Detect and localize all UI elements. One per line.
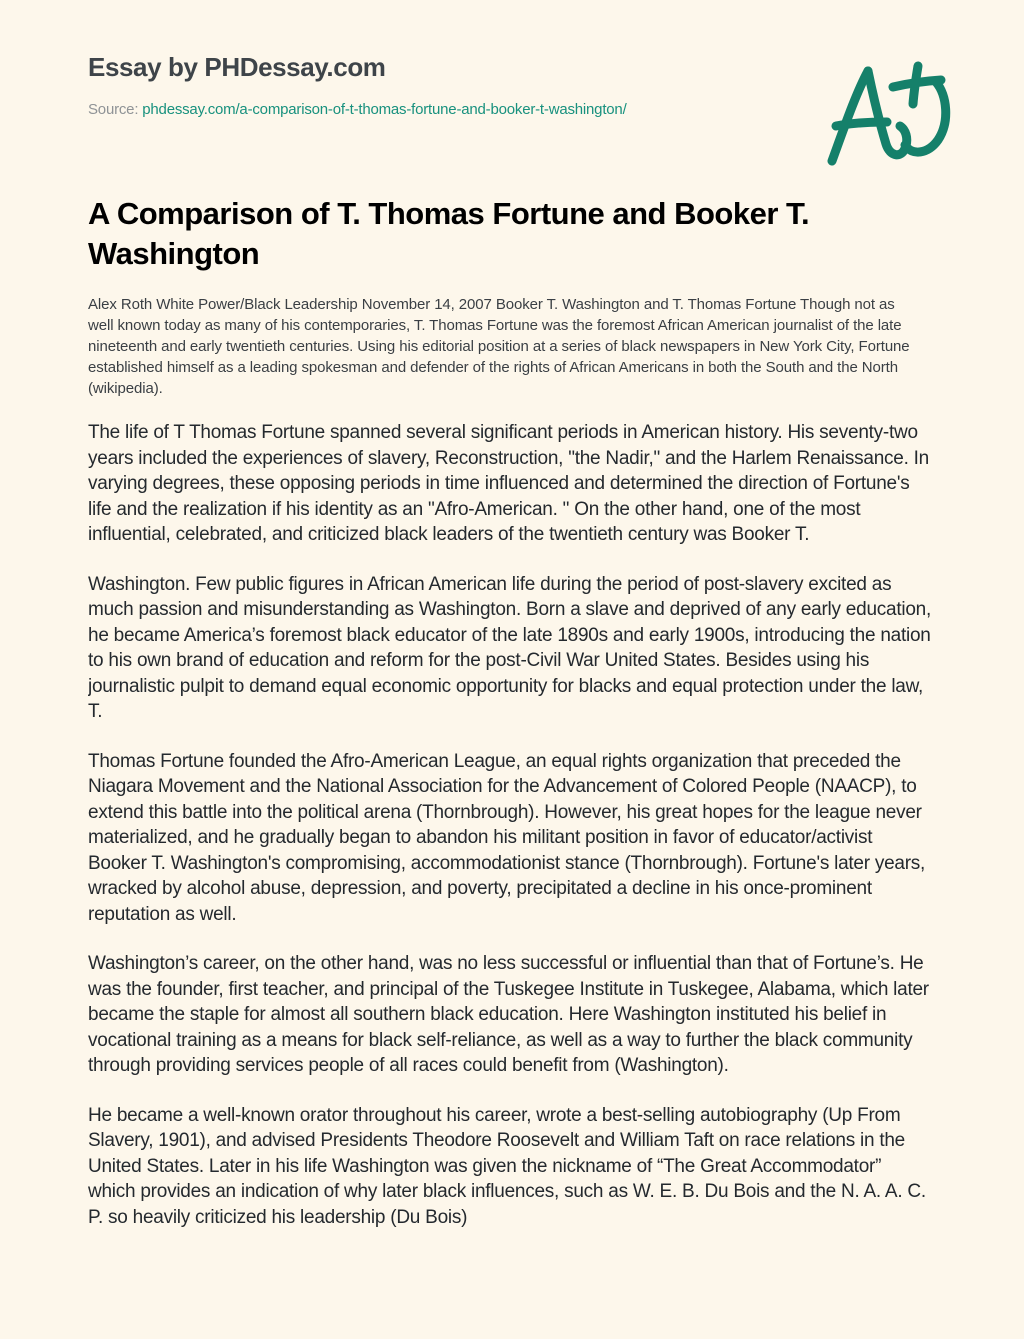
essay-paragraph: He became a well-known orator throughout his career, wrote a best-selling autobiography (Up From Slavery, 1901), and advised Presidents Theodore Roosevelt and William Taft on race relations in the United States. Later in his life Washington was given the nickname of “The Great Accommodator” which provides an indication of why later black influences, such as W. E. B. Du Bois and the N. A. A. C. P. so heavily criticized his leadership (Du Bois): [88, 1104, 926, 1228]
essay-paragraph: Thomas Fortune founded the Afro-American League, an equal rights organization that preceded the Niagara Movement and the National Association for the Advancement of Colored People (NAACP), to extend this battle into the political arena (Thornbrough). However, his great hopes for the league never materialized, and he gradually began to abandon his militant position in favor of educator/activist Booker T. Washington's compromising, accommodationist stance (Thornbrough). Fortune's later years, wracked by alcohol abuse, depression, and poverty, precipitated a decline in his once-prominent reputation as well.: [88, 750, 926, 925]
essay-paragraph: The life of T Thomas Fortune spanned several significant periods in American history. His seventy-two years included the experiences of slavery, Reconstruction, "the Nadir," and the Harlem Renaissance. In varying degrees, these opposing periods in time influenced and determined the direction of Fortune's life and the realization if his identity as an "Afro-American. " On the other hand, one of the most influential, celebrated, and criticized black leaders of the twentieth century was Booker T.: [88, 422, 929, 545]
essay-paragraph: Washington’s career, on the other hand, was no less successful or influential than that of Fortune’s. He was the founder, first teacher, and principal of the Tuskegee Institute in Tuskegee, Alabama, which later became the staple for almost all southern black education. Here Washington instituted his belief in vocational training as a means for black self-reliance, as well as a way to further the black community through providing services people of all races could benefit from (Washington).: [88, 953, 929, 1076]
site-title: Essay by PHDessay.com: [88, 52, 386, 82]
essay-paragraph: Washington. Few public figures in African American life during the period of post-slavery excited as much passion and misunderstanding as Washington. Born a slave and deprived of any early education, he became America’s foremost black educator of the late 1890s and early 1900s, introducing the nation to his own brand of education and reform for the post-Civil War United States. Besides using his journalistic pulpit to demand equal economic opportunity for blacks and equal protection under the law, T.: [88, 573, 931, 722]
essay-title: A Comparison of T. Thomas Fortune and Booker T. Washington: [88, 196, 810, 271]
source-line: [88, 100, 933, 120]
essay-paragraph-intro: Alex Roth White Power/Black Leadership November 14, 2007 Booker T. Washington and T. Thomas Fortune Though not as well known today as many of his contemporaries, T. Thomas Fortune was the foremost African American journalist of the late nineteenth and early twentieth centuries. Using his editorial position at a series of black newspapers in New York City, Fortune established himself as a leading spokesman and defender of the rights of African Americans in both the South and the North (wikipedia).: [88, 296, 910, 397]
source-link[interactable]: phdessay.com/a-comparison-of-t-thomas-fortune-and-booker-t-washington/: [142, 101, 627, 118]
source-label: Source:: [88, 101, 139, 118]
essay-content: [88, 0, 933, 1297]
